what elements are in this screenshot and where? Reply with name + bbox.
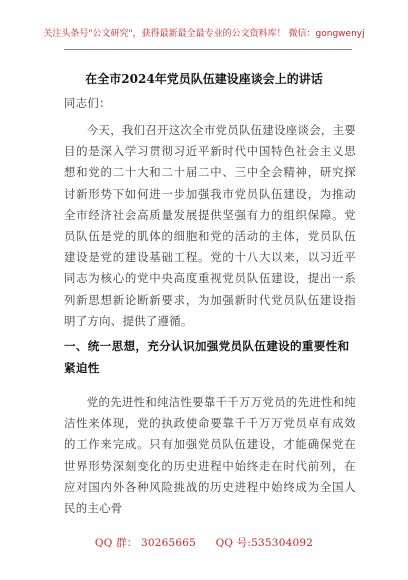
- qq-group-number: QQ 群： 30265665: [94, 537, 197, 549]
- promo-header: 关注头条号"公文研究"，获得最新最全最专业的公文资料库！ 微信：gongwenyj: [43, 29, 365, 39]
- paragraph-intro: 今天，我们召开这次全市党员队伍建设座谈会，主要目的是深入学习贯彻习近平新时代中国特色社会主义思想和党的二十大和二十届二中、三中全会精神，研究探讨新形势下如何进一步加强我市党员队伍建设，为推动全市经济社会高质量发展提供坚强有力的组织保障。党员队伍是党的肌体的细胞和党的活动的主体，党员队伍建设是党的建设基础工程。党的十八大以来，以习近平同志为核心的党中央高度重视党员队伍建设，提出一系列新思想新论断新要求，为加强新时代党员队伍建设指明了方向、提供了遵循。: [64, 123, 356, 328]
- header-divider: [64, 49, 352, 50]
- paragraph-section-1: 党的先进性和纯洁性要靠千千万万党员的先进性和纯洁性来体现，党的执政使命要靠千千万万党员卓有成效的工作来完成。只有加强党员队伍建设，才能确保党在世界形势深刻变化的历史进程中始终走在时代前列，在应对国内外各种风险挑战的历史进程中始终成为全国人民的主心骨: [64, 395, 356, 516]
- salutation: 同志们：: [64, 96, 111, 110]
- qq-number: QQ 号:535304092: [215, 537, 314, 549]
- document-title: 在全市2024年党员队伍建设座谈会上的讲话: [85, 72, 323, 86]
- contact-footer: [0, 535, 408, 550]
- section-heading-1: 一、统一思想，充分认识加强党员队伍建设的重要性和紧迫性: [64, 339, 350, 375]
